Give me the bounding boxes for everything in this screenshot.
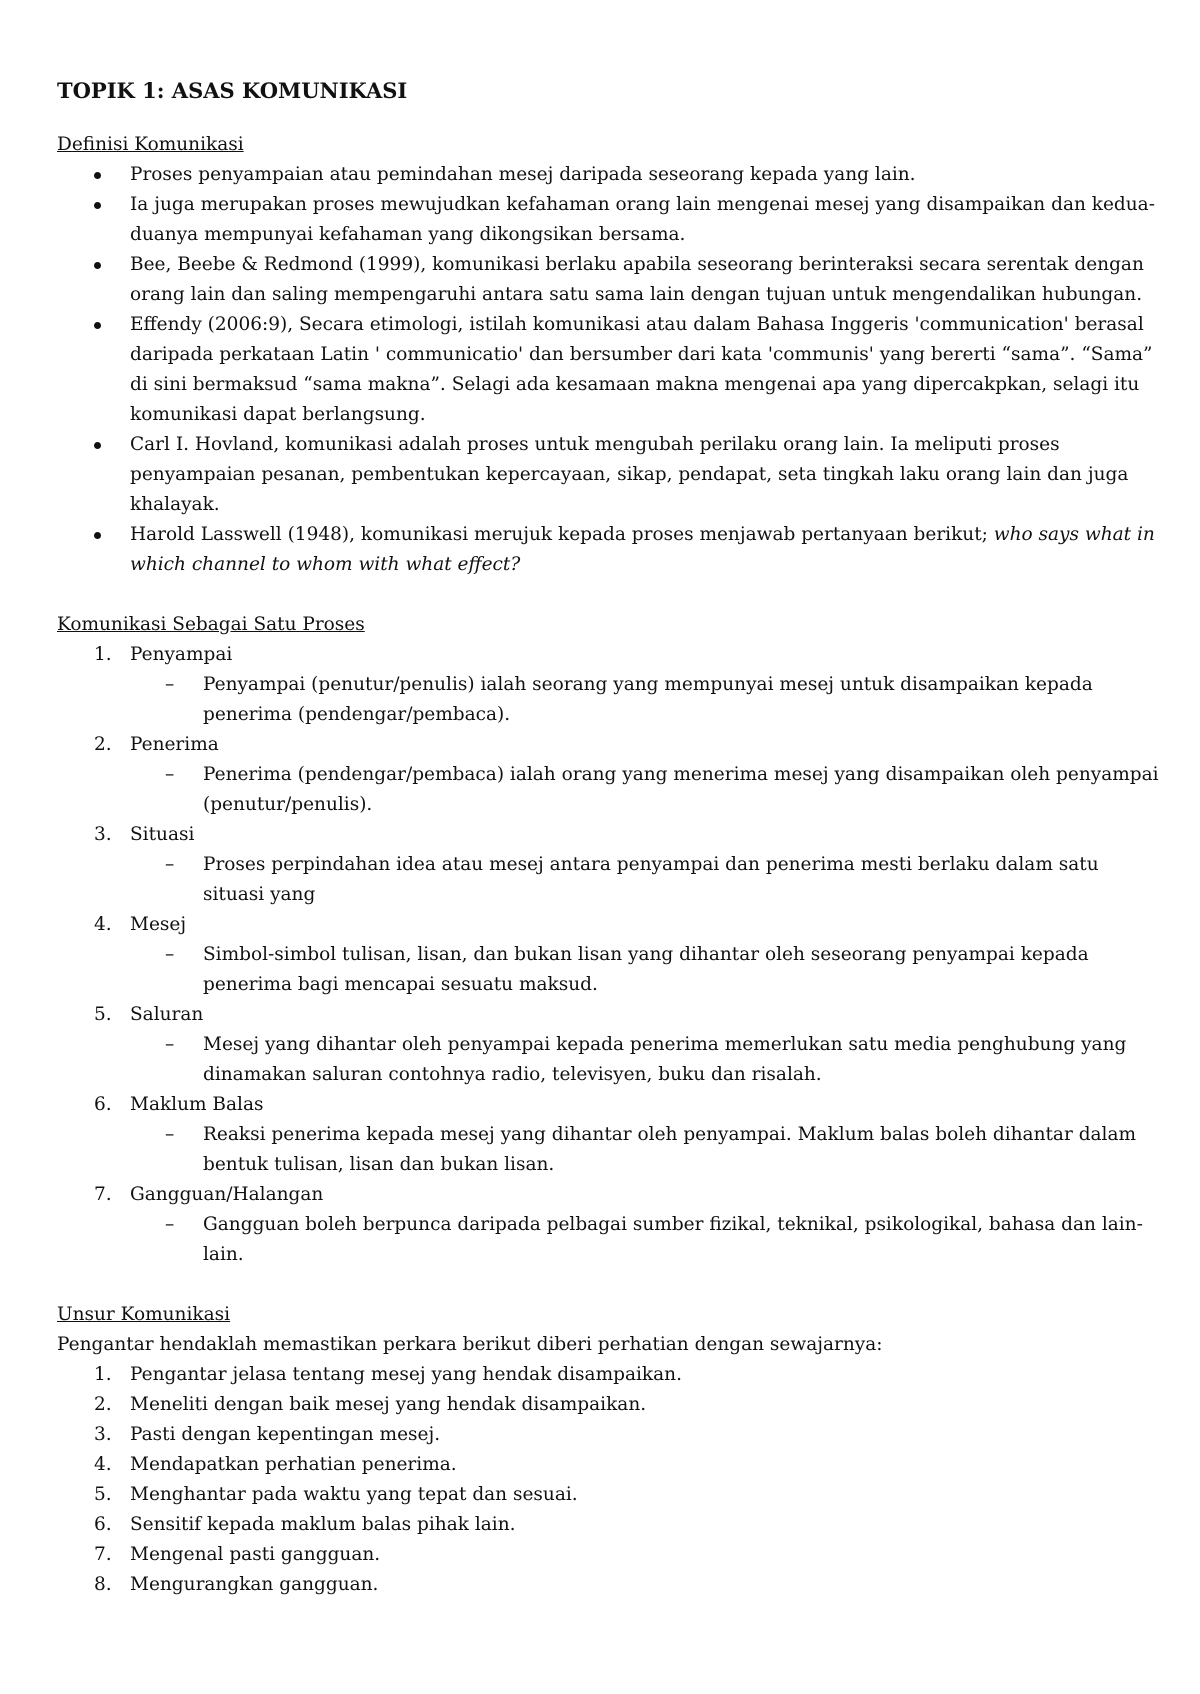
list-item-text: Ia juga merupakan proses mewujudkan kefahaman orang lain mengenai mesej yang disampaikan dan kedua-duanya mempunyai kefahaman yang dikongsikan bersama. bbox=[130, 194, 1155, 245]
list-item-label: Mesej bbox=[130, 914, 187, 935]
sub-item bbox=[57, 670, 1160, 730]
section-unsur bbox=[57, 1300, 1160, 1600]
sub-item bbox=[57, 1210, 1160, 1270]
list-number: 5. bbox=[94, 1004, 112, 1025]
dash-icon: – bbox=[165, 1034, 175, 1055]
list-item-italic-text: who says what in which channel to whom with what effect? bbox=[130, 524, 1155, 575]
list-item-text: Sensitif kepada maklum balas pihak lain. bbox=[130, 1514, 516, 1535]
dash-icon: – bbox=[165, 1124, 175, 1145]
sub-item-text: Reaksi penerima kepada mesej yang dihantar oleh penyampai. Maklum balas boleh dihantar dalam bentuk tulisan, lisan dan bukan lisan. bbox=[203, 1124, 1137, 1175]
section-heading-unsur: Unsur Komunikasi bbox=[57, 1304, 231, 1325]
list-item bbox=[57, 1510, 1160, 1540]
list-number: 2. bbox=[94, 734, 112, 755]
list-item-text: Bee, Beebe & Redmond (1999), komunikasi berlaku apabila seseorang berinteraksi secara serentak dengan orang lain dan saling mempengaruhi antara satu sama lain dengan tujuan untuk mengendalikan hubungan. bbox=[130, 254, 1144, 305]
bullet-icon bbox=[94, 202, 101, 209]
list-item-text: Mengenal pasti gangguan. bbox=[130, 1544, 381, 1565]
list-item bbox=[57, 1420, 1160, 1450]
list-number: 7. bbox=[94, 1544, 112, 1565]
list-item-text: Menghantar pada waktu yang tepat dan sesuai. bbox=[130, 1484, 578, 1505]
list-number: 3. bbox=[94, 1424, 112, 1445]
list-item bbox=[57, 820, 1160, 910]
list-item bbox=[57, 190, 1160, 250]
dash-icon: – bbox=[165, 764, 175, 785]
section-heading-definisi: Definisi Komunikasi bbox=[57, 134, 244, 155]
list-item-label: Gangguan/Halangan bbox=[130, 1184, 324, 1205]
dash-icon: – bbox=[165, 1214, 175, 1235]
list-item bbox=[57, 160, 1160, 190]
list-item bbox=[57, 1450, 1160, 1480]
page-title: TOPIK 1: ASAS KOMUNIKASI bbox=[57, 78, 408, 103]
sub-item-text: Penerima (pendengar/pembaca) ialah orang yang menerima mesej yang disampaikan oleh penyampai (penutur/penulis). bbox=[203, 764, 1159, 815]
sub-item bbox=[57, 940, 1160, 1000]
list-item bbox=[57, 1570, 1160, 1600]
sub-item-text: Gangguan boleh berpunca daripada pelbagai sumber fizikal, teknikal, psikologikal, bahasa dan lain-lain. bbox=[203, 1214, 1143, 1265]
sub-item-text: Penyampai (penutur/penulis) ialah seorang yang mempunyai mesej untuk disampaikan kepada penerima (pendengar/pembaca). bbox=[203, 674, 1093, 725]
sub-item-text: Proses perpindahan idea atau mesej antara penyampai dan penerima mesti berlaku dalam satu situasi yang bbox=[203, 854, 1099, 905]
section-heading-proses: Komunikasi Sebagai Satu Proses bbox=[57, 614, 365, 635]
list-item-text: Pasti dengan kepentingan mesej. bbox=[130, 1424, 441, 1445]
section-proses bbox=[57, 610, 1160, 1270]
list-item bbox=[57, 1540, 1160, 1570]
bullet-icon bbox=[94, 322, 101, 329]
list-item-label: Penyampai bbox=[130, 644, 233, 665]
sub-item bbox=[57, 1030, 1160, 1090]
list-number: 6. bbox=[94, 1514, 112, 1535]
bullet-icon bbox=[94, 262, 101, 269]
list-item bbox=[57, 730, 1160, 820]
bullet-icon bbox=[94, 172, 101, 179]
list-item bbox=[57, 1360, 1160, 1390]
section-definisi bbox=[57, 130, 1160, 580]
list-item-text: Mendapatkan perhatian penerima. bbox=[130, 1454, 457, 1475]
list-item-text: Proses penyampaian atau pemindahan mesej daripada seseorang kepada yang lain. bbox=[130, 164, 916, 185]
list-number: 5. bbox=[94, 1484, 112, 1505]
list-number: 6. bbox=[94, 1094, 112, 1115]
section-intro: Pengantar hendaklah memastikan perkara berikut diberi perhatian dengan sewajarnya: bbox=[57, 1334, 883, 1355]
list-item bbox=[57, 1390, 1160, 1420]
sub-item-text: Simbol-simbol tulisan, lisan, dan bukan lisan yang dihantar oleh seseorang penyampai kepada penerima bagi mencapai sesuatu maksud. bbox=[203, 944, 1089, 995]
list-number: 1. bbox=[94, 1364, 112, 1385]
list-item-label: Penerima bbox=[130, 734, 219, 755]
list-item bbox=[57, 250, 1160, 310]
list-item bbox=[57, 520, 1160, 580]
list-number: 8. bbox=[94, 1574, 112, 1595]
sub-item bbox=[57, 760, 1160, 820]
list-item-label: Maklum Balas bbox=[130, 1094, 264, 1115]
sub-item bbox=[57, 1120, 1160, 1180]
list-item-label: Situasi bbox=[130, 824, 195, 845]
list-number: 3. bbox=[94, 824, 112, 845]
list-item-text: Effendy (2006:9), Secara etimologi, istilah komunikasi atau dalam Bahasa Inggeris 'communication' berasal daripada perkataan Latin ' communicatio' dan bersumber dari kata 'communis' yang bererti “sama”. “Sama” di sini bermaksud “sama makna”. Selagi ada kesamaan makna mengenai apa yang dipercakpkan, selagi itu komunikasi dapat berlangsung. bbox=[130, 314, 1153, 425]
list-item bbox=[57, 910, 1160, 1000]
list-item-text: Pengantar jelasa tentang mesej yang hendak disampaikan. bbox=[130, 1364, 682, 1385]
list-item-text: Carl I. Hovland, komunikasi adalah proses untuk mengubah perilaku orang lain. Ia meliputi proses penyampaian pesanan, pembentukan kepercayaan, sikap, pendapat, seta tingkah laku orang lain dan juga khalayak. bbox=[130, 434, 1129, 515]
list-number: 1. bbox=[94, 644, 112, 665]
list-item bbox=[57, 310, 1160, 430]
dash-icon: – bbox=[165, 674, 175, 695]
bullet-icon bbox=[94, 442, 101, 449]
list-item bbox=[57, 430, 1160, 520]
list-item-text: Harold Lasswell (1948), komunikasi merujuk kepada proses menjawab pertanyaan berikut; bbox=[130, 524, 994, 545]
list-item-text: Meneliti dengan baik mesej yang hendak disampaikan. bbox=[130, 1394, 647, 1415]
list-number: 4. bbox=[94, 914, 112, 935]
list-item-text: Mengurangkan gangguan. bbox=[130, 1574, 379, 1595]
list-number: 4. bbox=[94, 1454, 112, 1475]
proses-list bbox=[57, 640, 1160, 1270]
list-number: 7. bbox=[94, 1184, 112, 1205]
list-item-label: Saluran bbox=[130, 1004, 204, 1025]
bullet-icon bbox=[94, 532, 101, 539]
sub-item-text: Mesej yang dihantar oleh penyampai kepada penerima memerlukan satu media penghubung yang dinamakan saluran contohnya radio, televisyen, buku dan risalah. bbox=[203, 1034, 1127, 1085]
sub-item bbox=[57, 850, 1160, 910]
unsur-list bbox=[57, 1360, 1160, 1600]
list-item bbox=[57, 1480, 1160, 1510]
list-item bbox=[57, 1000, 1160, 1090]
dash-icon: – bbox=[165, 854, 175, 875]
dash-icon: – bbox=[165, 944, 175, 965]
definisi-list bbox=[57, 160, 1160, 580]
list-number: 2. bbox=[94, 1394, 112, 1415]
list-item bbox=[57, 1180, 1160, 1270]
list-item bbox=[57, 1090, 1160, 1180]
list-item bbox=[57, 640, 1160, 730]
